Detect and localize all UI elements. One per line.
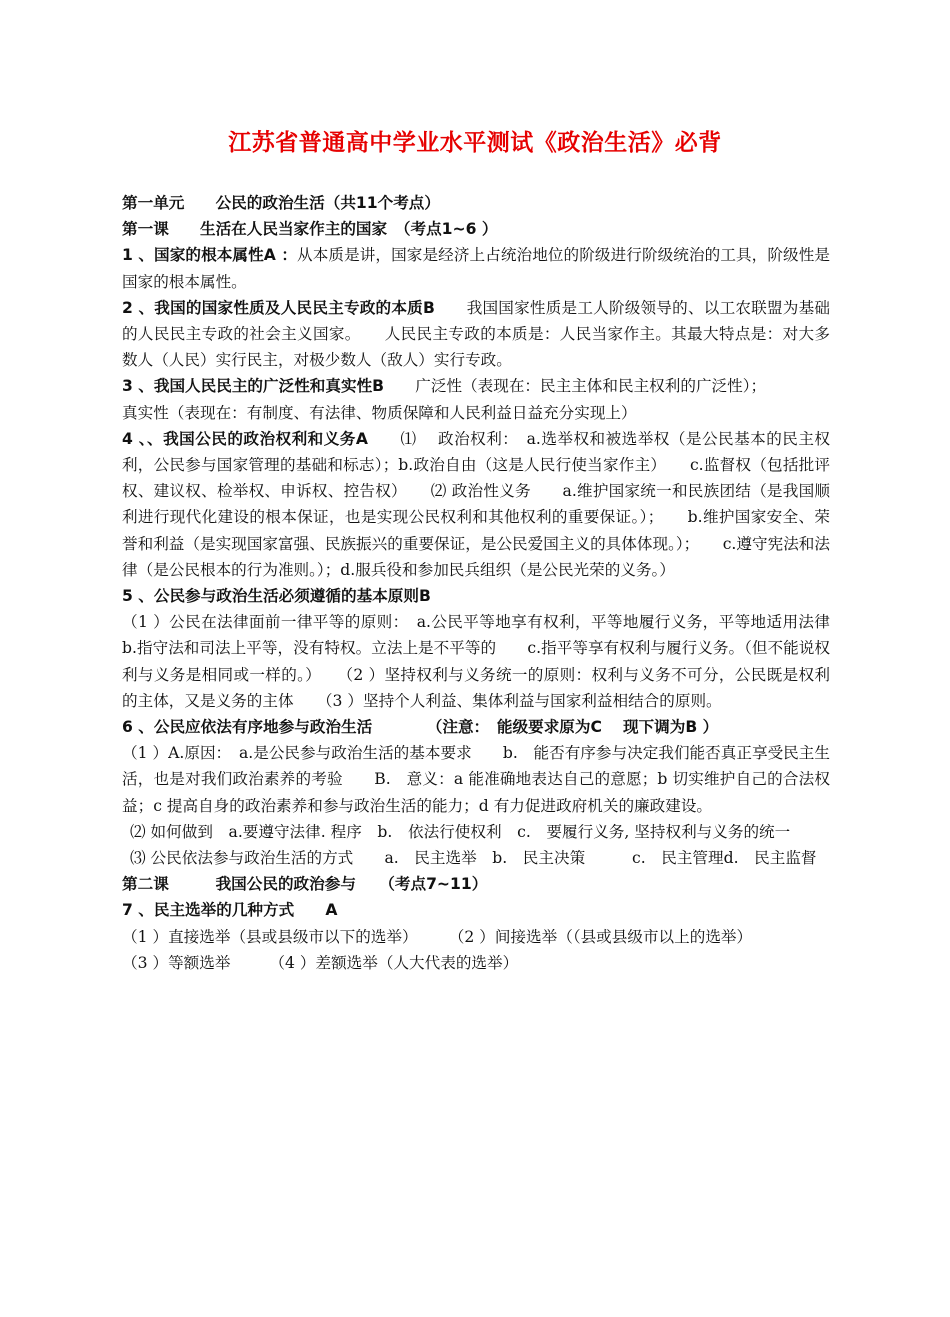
point-6-how: ⑵ 如何做到 a.要遵守法律. 程序 b. 依法行使权利 c. 要履行义务, 坚持权利与义务的统一 (130, 822, 791, 841)
point-4-head: 4 、、我国公民的政治权利和义务A (122, 429, 368, 448)
point-3-head: 3 、我国人民民主的广泛性和真实性B (122, 377, 385, 396)
point-2 (122, 295, 830, 374)
point-7-body-2: （3 ）等额选举 （4 ）差额选举（人大代表的选举） (122, 953, 519, 972)
point-6-ways: ⑶ 公民依法参与政治生活的方式 a. 民主选举 b. 民主决策 c. 民主管理d. 民主监督 (130, 849, 817, 868)
point-5-head: 5 、公民参与政治生活必须遵循的基本原则B (122, 587, 431, 606)
point-3-continued: 真实性（表现在：有制度、有法律、物质保障和人民利益日益充分实现上） (122, 403, 637, 422)
point-7-body: （1 ）直接选举（县或县级市以下的选举） （2 ）间接选举（（县或县级市以上的选举） (122, 927, 753, 946)
point-1 (122, 242, 830, 294)
document-title: 江苏省普通高中学业水平测试《政治生活》必背 (228, 130, 722, 156)
unit-heading: 第一单元 公民的政治生活（共11个考点） (122, 194, 440, 212)
point-1-body: 从本质是讲，国家是经济上占统治地位的阶级进行阶级统治的工具，阶级性是国家的根本属性。 (122, 246, 830, 291)
point-7-head: 7 、民主选举的几种方式 A (122, 901, 338, 920)
point-3 (122, 373, 830, 399)
point-2-head: 2 、我国的国家性质及人民民主专政的本质B (122, 298, 435, 317)
point-3-body: 广泛性（表现在：民主主体和民主权利的广泛性）； (384, 377, 767, 396)
point-5-body: （1 ）公民在法律面前一律平等的原则： a.公民平等地享有权利，平等地履行义务，平等地适用法律 b.指守法和司法上平等，没有特权。立法上是不平等的 c.指平等享有权利与履行义务。（但不能说权利与义务是相同或一样的。） （2 ）坚持权利与义务统一的原则：权利与义务不可分，公民既是权利的主体，又是义务的主体 （3 ）坚持个人利益、集体利益与国家利益相结合的原则。 (122, 613, 862, 710)
lesson-heading: 第一课 生活在人民当家作主的国家 （考点1~6 ） (122, 220, 498, 239)
document-body (122, 190, 862, 976)
point-2-body: 我国国家性质是工人阶级领导的、以工农联盟为基础的人民民主专政的社会主义国家。 人民民主专政的本质是：人民当家作主。其最大特点是：对大多数人（人民）实行民主，对极少数人（敌人）实行专政。 (122, 298, 830, 370)
point-4-body: ⑴ 政治权利： a.选举权和被选举权（是公民基本的民主权利，公民参与国家管理的基础和标志）；b.政治自由（这是人民行使当家作主） c.监督权（包括批评权、建议权、检举权、申诉权、控告权） ⑵ 政治性义务 a.维护国家统一和民族团结（是我国顺利进行现代化建设的根本保证，也是实现公民权利和其他权利的重要保证。）； b.维护国家安全、荣誉和利益（是实现国家富强、民族振兴的重要保证，是公民爱国主义的具体体现。）； c.遵守宪法和法律（是公民根本的行为准则。）；d.服兵役和参加民兵组织（是公民光荣的义务。） (122, 429, 830, 579)
point-4 (122, 426, 830, 583)
point-6-body: （1 ）A.原因： a.是公民参与政治生活的基本要求 b. 能否有序参与决定我们能否真正享受民主生活，也是对我们政治素养的考验 B. 意义：a 能准确地表达自己的意愿；b 切实维护自己的合法权益；c 提高自身的政治素养和参与政治生活的能力；d 有力促进政府机关的廉政建设。 (122, 744, 830, 815)
point-6-head: 6 、公民应依法有序地参与政治生活 （注意： 能级要求原为C 现下调为B ） (122, 718, 719, 737)
lesson-2-heading: 第二课 我国公民的政治参与 （考点7~11） (122, 875, 488, 894)
point-1-head: 1 、国家的根本属性A ： (122, 246, 298, 265)
